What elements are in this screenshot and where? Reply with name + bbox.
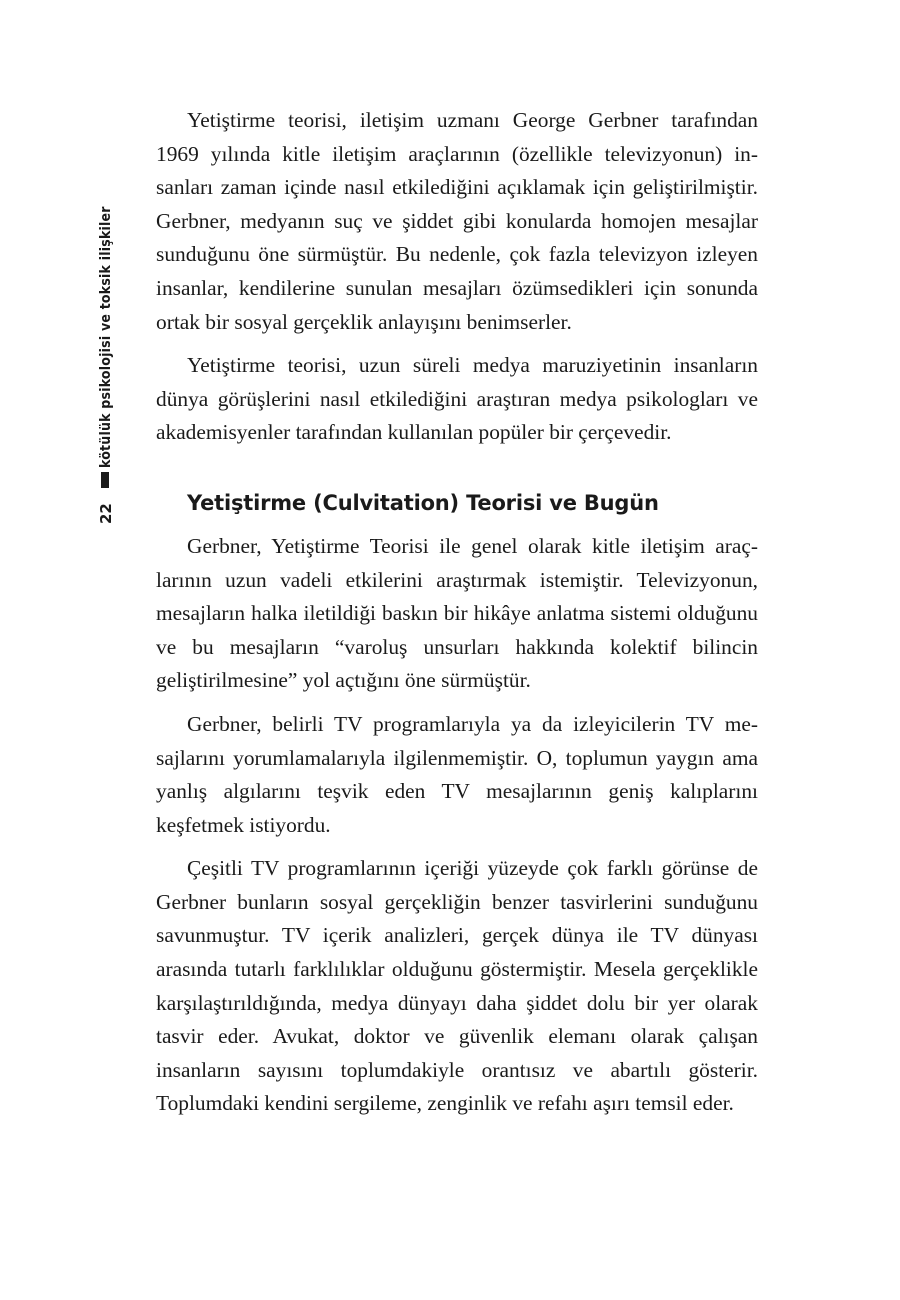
paragraph: Yetiştirme teorisi, uzun süreli medya maruziyetinin insanların dünya görüşlerini nasıl etkilediğini araştıran medya psikologları ve akademisyenler tarafından kullanılan popüler bir çerçevedir. — [156, 353, 758, 445]
paragraph: Yetiştirme teorisi, iletişim uzmanı George Gerbner tarafından 1969 yılında kitle iletişim araçlarının (özellikle televizyonun) insanları zaman içinde nasıl etkilediğini açıklamak için geliştirilmiştir. Gerbner, medyanın suç ve şiddet gibi konularda homojen mesajlar sunduğunu öne sürmüştür. Bu nedenle, çok fazla televizyon izleyen insanlar, kendilerine sunulan mesajları özümsedikleri için sonunda ortak bir sosyal gerçeklik anlayışını benimserler. — [156, 108, 758, 334]
paragraph: Çeşitli TV programlarının içeriği yüzeyde çok farklı görünse de Gerbner bunların sosyal gerçekliğin benzer tasvirlerini sunduğunu savunmuştur. TV içerik analizleri, gerçek dünya ile TV dünyası arasında tutarlı farklılıklar olduğunu göstermiştir. Mesela gerçeklikle karşılaştırıldığında, medya dünyayı daha şiddet dolu bir yer olarak tasvir eder. Avukat, doktor ve güvenlik elemanı olarak çalışan insanların sayısını toplumdakiyle orantısız ve abartılı gösterir. Toplumdaki kendini sergileme, zenginlik ve refahı aşırı temsil eder. — [156, 856, 758, 1116]
paragraph: Gerbner, Yetiştirme Teorisi ile genel olarak kitle iletişim araçlarının uzun vadeli etkilerini araştırmak istemiştir. Televizyonun, mesajların halka iletildiği baskın bir hikâye anlatma sistemi olduğunu ve bu mesajların “varoluş unsurları hakkında kolektif bilincin geliştirilmesine” yol açtığını öne sürmüştür. — [156, 533, 758, 693]
running-head-title: kötülük psikolojisi ve toksik ilişkiler — [98, 206, 114, 468]
running-head-bar — [101, 472, 109, 488]
section-heading: Yetiştirme (Culvitation) Teorisi ve Bugün — [187, 490, 659, 515]
page-number: 22 — [97, 503, 115, 524]
running-head — [94, 206, 118, 528]
paragraph: Gerbner, belirli TV programlarıyla ya da izleyicilerin TV mesajlarını yorumlamalarıyla ilgilenmemiştir. O, toplumun yaygın ama yanlış algılarını teşvik eden TV mesajlarının geniş kalıplarını keşfetmek istiyordu. — [156, 711, 758, 837]
page-body — [156, 104, 758, 1131]
